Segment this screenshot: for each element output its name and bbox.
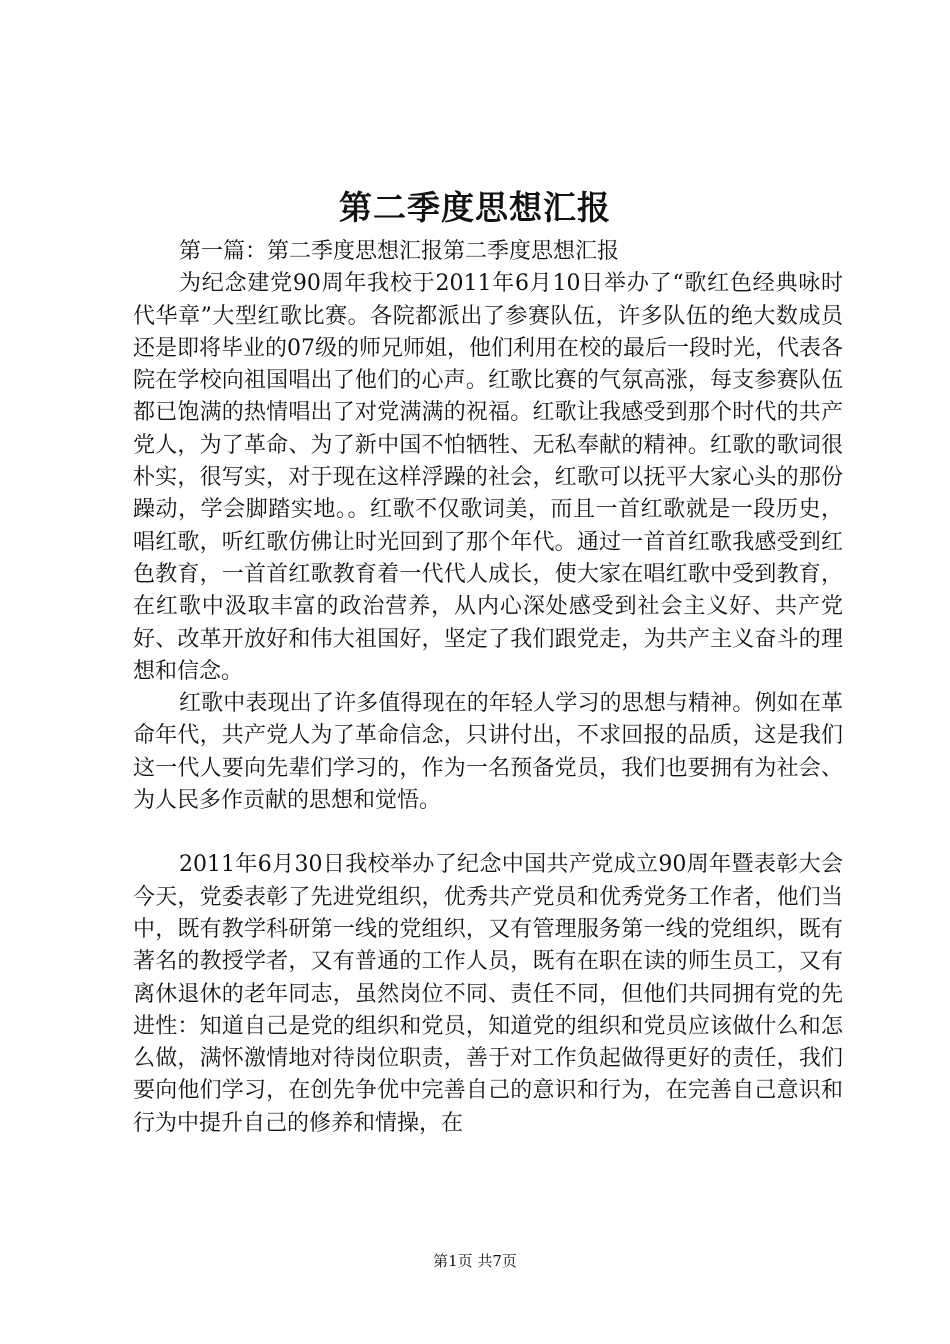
page-number-footer: 第1页 共7页	[433, 1252, 517, 1270]
document-title: 第二季度思想汇报	[339, 188, 611, 227]
paragraph-heading: 第一篇：第二季度思想汇报第二季度思想汇报	[179, 239, 620, 264]
document-body	[133, 236, 843, 1140]
paragraph: 红歌中表现出了许多值得现在的年轻人学习的思想与精神。例如在革命年代，共产党人为了革命信念，只讲付出，不求回报的品质，这是我们这一代人要向先辈们学习的，作为一名预备党员，我们也要拥有为社会、为人民多作贡献的思想和觉悟。	[133, 691, 843, 814]
paragraph: 2011年6月30日我校举办了纪念中国共产党成立90周年暨表彰大会今天，党委表彰了先进党组织，优秀共产党员和优秀党务工作者，他们当中，既有教学科研第一线的党组织，又有管理服务第一线的党组织，既有著名的教授学者，又有普通的工作人员，既有在职在读的师生员工，又有离休退休的老年同志，虽然岗位不同、责任不同，但他们共同拥有党的先进性：知道自己是党的组织和党员，知道党的组织和党员应该做什么和怎么做，满怀激情地对待岗位职责，善于对工作负起做得更好的责任，我们要向他们学习，在创先争优中完善自己的意识和行为，在完善自己意识和行为中提升自己的修养和情操，在	[133, 852, 843, 1136]
paragraph: 为纪念建党90周年我校于2011年6月10日举办了“歌红色经典咏时代华章”大型红歌比赛。各院都派出了参赛队伍，许多队伍的绝大数成员还是即将毕业的07级的师兄师姐，他们利用在校的最后一段时光，代表各院在学校向祖国唱出了他们的心声。红歌比赛的气氛高涨，每支参赛队伍都已饱满的热情唱出了对党满满的祝福。红歌让我感受到那个时代的共产党人，为了革命、为了新中国不怕牺牲、无私奉献的精神。红歌的歌词很朴实，很写实，对于现在这样浮躁的社会，红歌可以抚平大家心头的那份躁动，学会脚踏实地。。红歌不仅歌词美，而且一首红歌就是一段历史，唱红歌，听红歌仿佛让时光回到了那个年代。通过一首首红歌我感受到红色教育，一首首红歌教育着一代代人成长，使大家在唱红歌中受到教育，在红歌中汲取丰富的政治营养，从内心深处感受到社会主义好、共产党好、改革开放好和伟大祖国好，坚定了我们跟党走，为共产主义奋斗的理想和信念。	[133, 271, 843, 684]
